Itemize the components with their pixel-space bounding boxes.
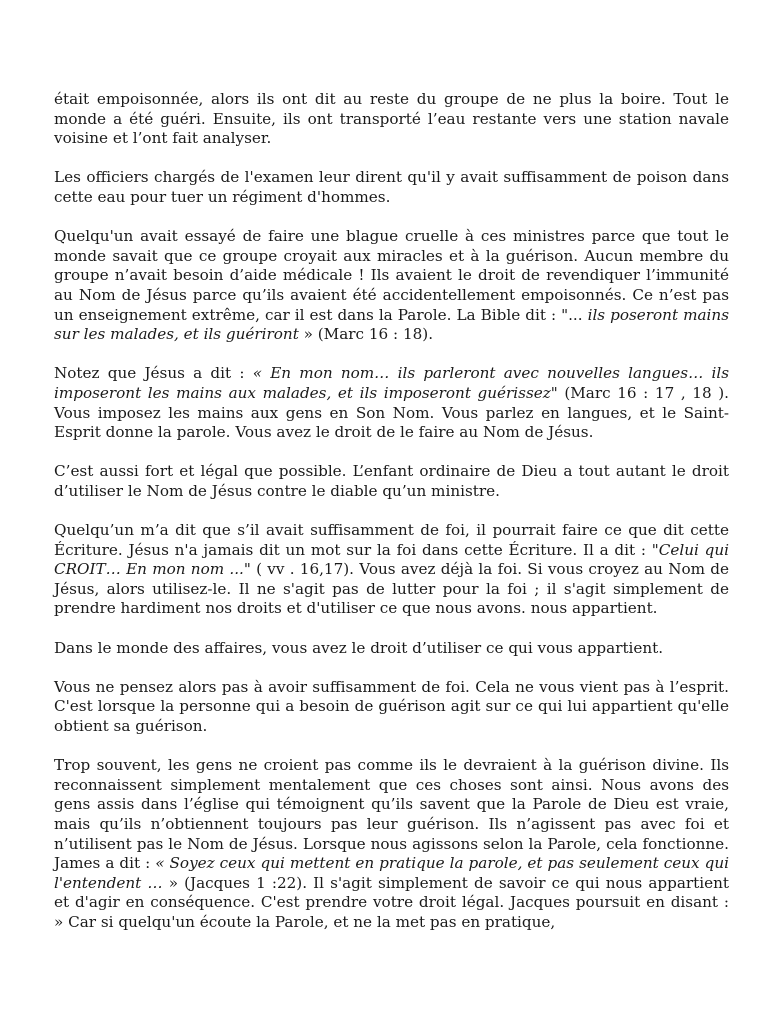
- document-page: [54, 90, 729, 952]
- paragraph-1-text: était empoisonnée, alors ils ont dit au reste du groupe de ne plus la boire. Tout le monde a été guéri. Ensuite, ils ont transporté l’eau restante vers une station navale voisine et l’ont fait analyser.: [54, 90, 729, 148]
- paragraph-6: [54, 521, 729, 619]
- paragraph-4-text: Notez que Jésus a dit :: [54, 364, 253, 383]
- paragraph-7-text: Dans le monde des affaires, vous avez le droit d’utiliser ce qui vous appartient.: [54, 638, 664, 657]
- paragraph-8: [54, 678, 729, 737]
- paragraph-6-continuation: ( vv . 16,17). Vous avez déjà la foi. Si vous croyez au Nom de Jésus, alors utilisez-le. Il ne s'agit pas de lutter pour la foi ; il s'agit simplement de prendre hardiment nos droits et d'utiliser ce que nous avons. nous appartient.: [54, 560, 730, 618]
- paragraph-6-text: Quelqu’un m’a dit que s’il avait suffisamment de foi, il pourrait faire ce que dit cette Écriture. Jésus n'a jamais dit un mot sur la foi dans cette Écriture. Il a dit :: [54, 521, 729, 559]
- paragraph-6-quote: "Celui qui CROIT… En mon nom ...": [54, 540, 729, 579]
- paragraph-4: [54, 364, 729, 442]
- paragraph-7: [54, 639, 729, 659]
- paragraph-9-text: Trop souvent, les gens ne croient pas comme ils le devraient à la guérison divine. Ils reconnaissent simplement mentalement que ces choses sont ainsi. Nous avons des gens assis dans l’église qui témoignent qu’ils savent que la Parole de Dieu est vraie, mais qu’ils n’obtiennent toujours pas leur guérison. Ils n’agissent pas avec foi et n’utilisent pas le Nom de Jésus. Lorsque nous agissons selon la Parole, cela fonctionne. James a dit :: [54, 756, 729, 873]
- paragraph-8-text: Vous ne pensez alors pas à avoir suffisamment de foi. Cela ne vous vient pas à l’esprit. C'est lorsque la personne qui a besoin de guérison agit sur ce qui lui appartient qu'elle obtient sa guérison.: [54, 677, 729, 735]
- paragraph-1: [54, 90, 729, 149]
- paragraph-2: [54, 168, 729, 207]
- paragraph-3-text: Quelqu'un avait essayé de faire une blague cruelle à ces ministres parce que tout le monde savait que ce groupe croyait aux miracles et à la guérison. Aucun membre du groupe n’avait besoin d’aide médicale ! Ils avaient le droit de revendiquer l’immunité au Nom de Jésus parce qu’ils avaient été accidentellement empoisonnés. Ce n’est pas un enseignement extrême, car il est dans la Parole. La Bible dit : "...: [54, 227, 729, 324]
- paragraph-5-text: C’est aussi fort et légal que possible. L’enfant ordinaire de Dieu a tout autant le droit d’utiliser le Nom de Jésus contre le diable qu’un ministre.: [54, 462, 729, 500]
- paragraph-5: [54, 462, 729, 501]
- paragraph-3-reference: » (Marc 16 : 18).: [298, 325, 434, 344]
- paragraph-2-text: Les officiers chargés de l'examen leur dirent qu'il y avait suffisamment de poison dans cette eau pour tuer un régiment d'hommes.: [54, 168, 729, 206]
- paragraph-9-continuation: » (Jacques 1 :22). Il s'agit simplement de savoir ce qui nous appartient et d'agir en conséquence. C'est prendre votre droit légal. Jacques poursuit en disant : » Car si quelqu'un écoute la Parole, et ne la met pas en pratique,: [54, 873, 729, 931]
- paragraph-9: [54, 756, 729, 932]
- paragraph-9-quote: « Soyez ceux qui mettent en pratique la parole, et pas seulement ceux qui l'entendent …: [54, 854, 729, 892]
- paragraph-3: [54, 227, 729, 345]
- paragraph-3-quote: ils poseront mains sur les malades, et ils guériront: [54, 305, 729, 344]
- paragraph-4-quote: « En mon nom… ils parleront avec nouvelles langues… ils imposeront les mains aux malades, et ils imposeront guérissez": [54, 364, 729, 402]
- paragraph-4-continuation: (Marc 16 : 17 , 18 ). Vous imposez les mains aux gens en Son Nom. Vous parlez en langues, et le Saint-Esprit donne la parole. Vous avez le droit de le faire au Nom de Jésus.: [54, 383, 729, 442]
